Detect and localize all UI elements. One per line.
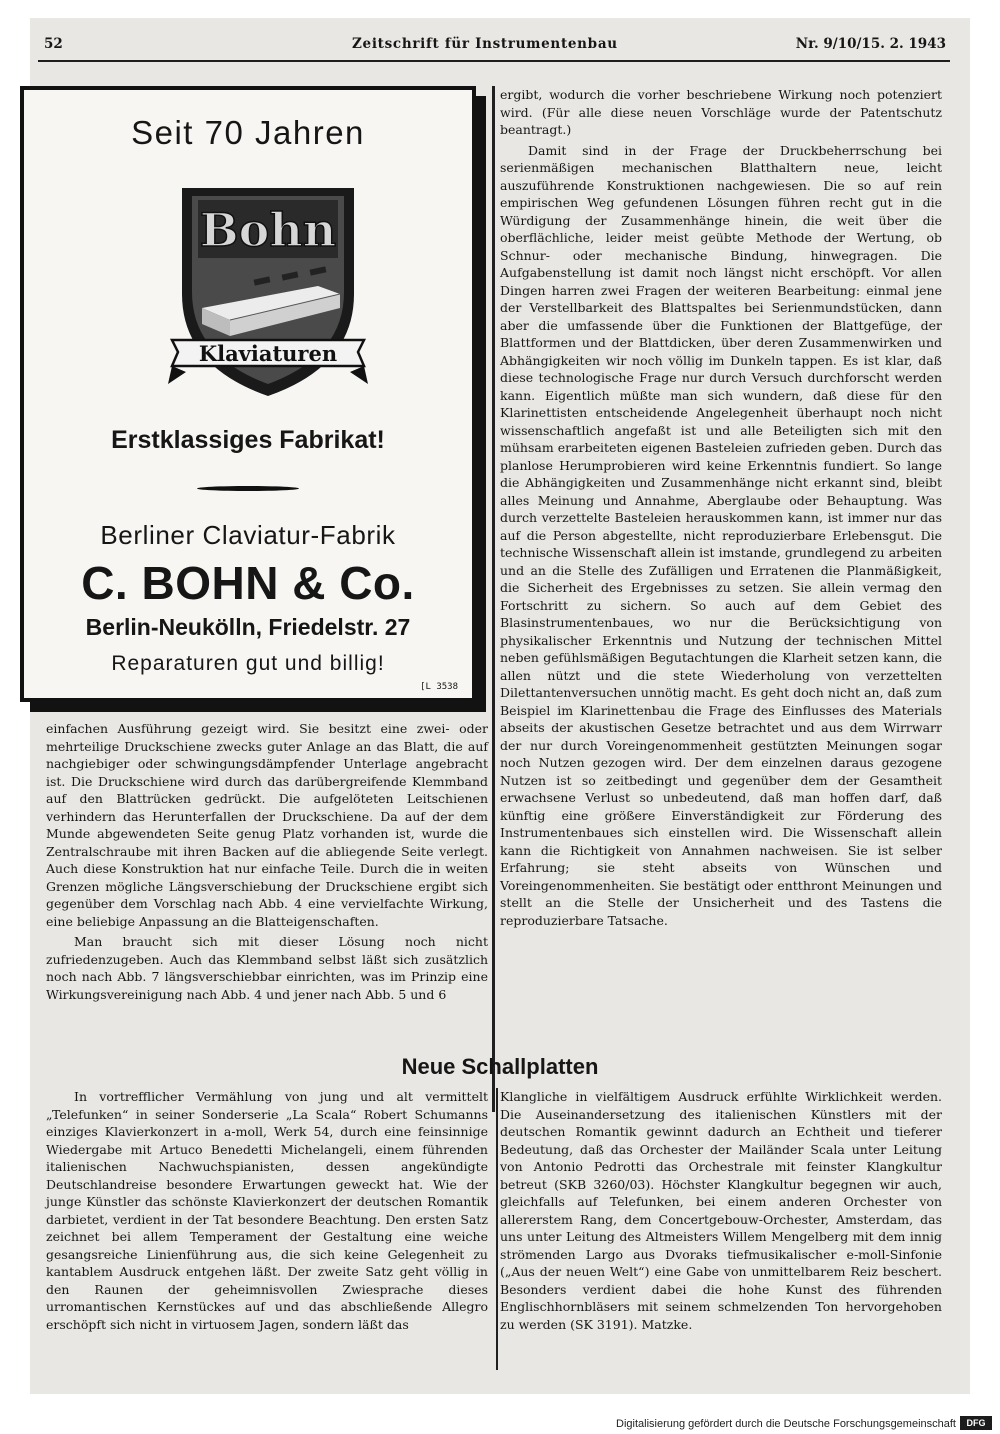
column-divider-top xyxy=(492,86,495,1112)
ad-quality-line: Erstklassiges Fabrikat! xyxy=(111,426,385,454)
page-header xyxy=(44,32,946,58)
records-right-column xyxy=(500,1088,942,1333)
ad-company-name: C. BOHN & Co. xyxy=(81,557,415,609)
logo-word-text: Bohn xyxy=(199,203,337,257)
logo-banner-text: Klaviaturen xyxy=(198,341,338,366)
journal-title: Zeitschrift für Instrumentenbau xyxy=(352,36,618,52)
section-heading: Neue Schallplatten xyxy=(401,1054,599,1079)
ad-since-line: Seit 70 Jahren xyxy=(131,114,365,151)
advertisement-box xyxy=(20,86,476,702)
article-paragraph: einfachen Ausführung gezeigt wird. Sie besitzt eine zwei- oder mehrteilige Druckschiene zwecks guter Anlage an das Blatt, die auf nachgiebiger oder schwingungsdämpfender Unterlage angebracht ist. Die Druckschiene wird durch das darübergreifende Klemmband auf den Blattrücken gedrückt. Die aufgelöteten Leitschienen verhindern das Herunterfallen der Druckschiene. Da auf der dem Munde abgewendeten Seite genug Platz vorhanden ist, wurde die Zentralschraube mit ihren Backen auf die abliegende Seite verlegt. Auch diese Konstruktion hat nur einfache Teile. Durch die in weiten Grenzen mögliche Längsverschiebung der Druckschiene ergibt sich gegenüber dem Vorschlag nach Abb. 4 eine vervielfachte Wirkung, eine beliebige Anpassung an die Blatteigenschaften. xyxy=(46,721,488,929)
records-paragraph: In vortrefflicher Vermählung von jung und alt vermittelt „Telefunken“ in seiner Sonderserie „La Scala“ Robert Schumanns einziges Klavierkonzert in a-moll, Werk 54, durch eine feinsinnige Wiedergabe mit Artuco Benedetti Michelangeli, einem führenden italienischen Nachwuchspianisten, dessen angekündigte Deutschlandreise besondere Erwartungen geweckt hat. Wie der junge Künstler das schönste Klavierkonzert der deutschen Romantik darbietet, verdient in der Tat besondere Beachtung. Den ersten Satz zeichnet bei allem Temperament der Gestaltung eine weiche gesangsreiche Linienführung aus, die sich keine Gelegenheit zu kantablem Ausdruck entgehen läßt. Der zweite Satz geht völlig in den Raunen der geheimnisvollen Zwiesprache dieses urromantischen Kernstückes auf und das abschließende Allegro erschöpft sich nicht in virtuosem Jagen, sondern läßt das xyxy=(46,1089,488,1332)
issue-date: Nr. 9/10/15. 2. 1943 xyxy=(795,36,946,52)
records-left-column xyxy=(46,1088,488,1333)
article-left-column xyxy=(46,720,488,1003)
records-paragraph: Klangliche in vielfältigem Ausdruck erfühlte Wirklichkeit werden. Die Auseinandersetzung des italienischen Künstlers mit der deutschen Romantik gewinnt dadurch an Echtheit und tieferer Bedeutung, daß das Orchester der Mailänder Scala unter Leitung von Antonio Pedrotti das Orchestrale mit feinster Klangkultur betreut (SKB 3260/03). Höchster Klangkultur begegnen wir auch, gleichfalls auf Telefunken, bei einem anderen Orchester von allererstem Rang, dem Concertgebouw-Orchester, Amsterdam, das uns unter Leitung des Altmeisters Willem Mengelberg mit dem innig strömenden Largo aus Dvoraks tiefmusikalischer e-moll-Sinfonie („Aus der neuen Welt“) eine Gabe von unmittelbarem Reiz beschert. Besonders verdient dabei die hohe Kunst des führenden Englischhornbläsers mit seinem schmelzenden Ton hervorgehoben zu werden (SK 3191). Matzke. xyxy=(500,1089,942,1332)
page-number: 52 xyxy=(44,36,63,52)
article-paragraph: Man braucht sich mit dieser Lösung noch nicht zufriedenzugeben. Auch das Klemmband selbst läßt sich zusätzlich noch nach Abb. 7 längsverschiebbar einrichten, was im Prinzip eine Wirkungsvereinigung nach Abb. 4 und jener nach Abb. 5 und 6 xyxy=(46,934,488,1002)
dfg-logo: DFG xyxy=(960,1416,992,1430)
ad-repair-line: Reparaturen gut und billig! xyxy=(111,652,385,675)
ad-factory-name: Berliner Claviatur-Fabrik xyxy=(100,520,396,550)
column-divider-bottom xyxy=(496,1088,498,1370)
article-paragraph: ergibt, wodurch die vorher beschriebene Wirkung noch potenziert wird. (Für alle diese neuen Vorschläge wurde der Patentschutz beantragt.) xyxy=(500,87,942,137)
digitization-credit: Digitalisierung gefördert durch die Deutsche Forschungsgemeinschaft xyxy=(616,1418,956,1430)
header-rule xyxy=(38,60,950,62)
article-right-column xyxy=(500,86,942,929)
ad-address: Berlin-Neukölln, Friedelstr. 27 xyxy=(85,614,411,640)
bohn-shield-logo xyxy=(168,174,368,406)
ad-reference-code: [L 3538 xyxy=(420,682,458,692)
article-paragraph: Damit sind in der Frage der Druckbeherrschung bei serienmäßigen mechanischen Blatthaltern neue, leicht auszuführende Konstruktionen nachgewiesen. Die so auf rein empirischen Weg gefundenen Lösungen führen recht gut in die Würdigung der Zusammenhänge hinein, die weit über die oberflächliche, leider meist geübte Methode der Wertung, ob Schnur- oder mechanische Bindung, hinwegragen. Die Aufgabenstellung ist damit noch längst nicht erschöpft. Vor allen Dingen harren zwei Fragen der weiteren Bearbeitung: einmal jene der Verstellbarkeit des Blattspaltes bei Serienmundstücken, dann aber die umfassende über die Funktionen der Blattgefüge, der Blattformen und der Blattdicken, über deren Zusammenwirken und Abhängigkeiten wir noch völlig im Dunkeln tappen. Es ist klar, daß diese technologische Frage nur durch Versuch durchforscht werden kann. Eigentlich müßte man sich wundern, daß diese für den Klarinettisten entscheidende Angelegenheit überhaupt noch nicht wissenschaftlich angefaßt ist und alle Beteiligten sich mit den mühsam erarbeiteten eigenen Basteleien zufrieden geben. Durch das planlose Herumprobieren wird keine Erkenntnis fundiert. So lange die Abhängigkeiten und Zusammenhänge nicht erkannt sind, bleibt alles Meinung und Annahme, Aberglaube oder Behauptung. Was durch verzettelte Basteleien herauskommen kann, ist immer nur das auf die Person abgestellte, nicht reproduzierbare Erlebensgut. Die technische Wissenschaft allein ist imstande, grundlegend zu arbeiten und an die Stelle des Zufälligen und Erratenen die Planmäßigkeit, die Sicherheit des Ergebnisses zu setzen. Sie allein vermag den Fortschritt zu sichern. So auch auf dem Gebiet des Blasinstrumentenbaues, wo nur die Berücksichtigung von physikalischer Erkenntnis und Nutzung der technischen Mittel neben gefühlsmäßigen Begutachtungen die Klarheit setzen kann, die allen nützt und die stete Wiederholung von verzettelten Dilettantenversuchen unnötig macht. Es geht doch nicht an, daß zum Beispiel im Klarinettenbau die Frage des Einflusses des Materials abseits der akustischen Gesetze betrachtet und aus dem Wirrwarr der nur durch Voreingenommenheit gestützten Meinungen sogar noch Nutzen gezogen wird. Der dem einzelnen daraus gezogene Nutzen ist so zeitbedingt und gegenüber dem der Gesamtheit erwachsene Verlust so unbedeutend, daß man hoffen darf, daß künftig eine größere Einverständigkeit zur Förderung des Instrumentenbaues sich einstellen wird. Die Wissenschaft allein kann die Richtigkeit von Annahmen nachweisen. Sie ist selber Erfahrung; sie steht abseits von Wünschen und Voreingenommenheiten. Sie bestätigt oder entthront Meinungen und stellt an die Stelle der Unsicherheit und des Tastens die reproduzierbare Tatsache. xyxy=(500,142,942,928)
ad-divider xyxy=(197,486,299,491)
